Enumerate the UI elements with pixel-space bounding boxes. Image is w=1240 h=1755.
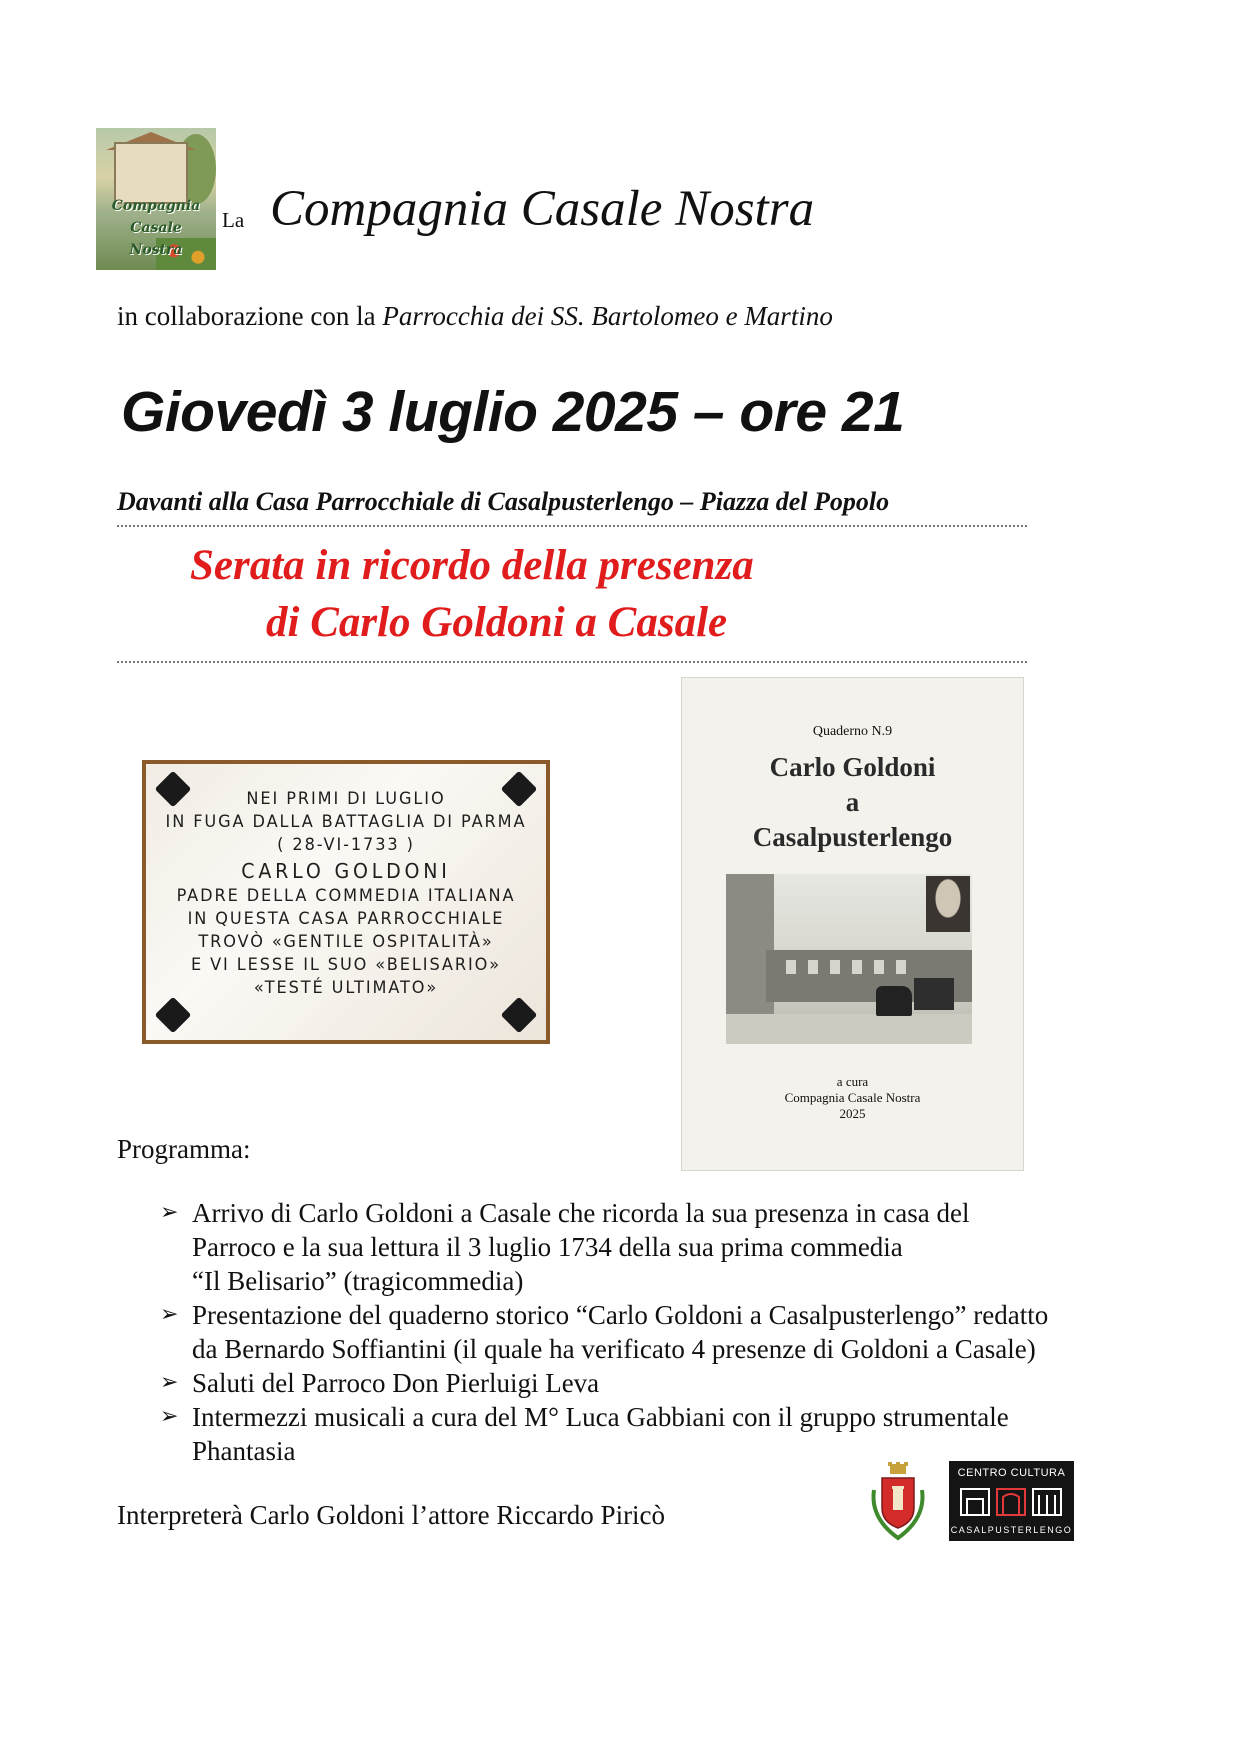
centro-cultura-mark-icon	[959, 1485, 1064, 1519]
plaque-line: IN QUESTA CASA PARROCCHIALE	[187, 909, 505, 929]
book-title-line: a	[845, 787, 860, 817]
event-subtitle-line2: di Carlo Goldoni a Casale	[266, 599, 728, 646]
cc-logo-bottom-text: CASALPUSTERLENGO	[950, 1525, 1073, 1535]
interpreter-line: Interpreterà Carlo Goldoni l’attore Riccardo Piricò	[117, 1500, 666, 1530]
program-list	[160, 1196, 1140, 1468]
program-item-line: Saluti del Parroco Don Pierluigi Leva	[192, 1368, 600, 1398]
collab-prefix: in collaborazione con la	[117, 301, 383, 331]
collaboration-line	[117, 301, 833, 332]
plaque-inscription	[146, 788, 546, 1000]
horse-carriage	[876, 986, 912, 1016]
cc-logo-top-text: CENTRO CULTURA	[957, 1467, 1066, 1479]
divider-bottom	[117, 661, 1027, 663]
program-item-line: Phantasia	[192, 1436, 296, 1466]
program-item-line: “Il Belisario” (tragicommedia)	[192, 1266, 524, 1296]
program-item-line: Arrivo di Carlo Goldoni a Casale che ricorda la sua presenza in casa del	[192, 1198, 970, 1228]
divider-top	[117, 525, 1027, 527]
program-item-line: Intermezzi musicali a cura del M° Luca Gabbiani con il gruppo strumentale	[192, 1402, 1009, 1432]
program-item	[160, 1366, 1140, 1400]
book-series: Quaderno N.9	[812, 724, 893, 739]
book-credit-line: 2025	[839, 1106, 866, 1121]
program-item-line: Presentazione del quaderno storico “Carlo Goldoni a Casalpusterlengo” redatto	[192, 1300, 1049, 1330]
program-item	[160, 1400, 1140, 1468]
arrow-bullet-icon: ➢	[160, 1370, 179, 1395]
plaque-line: CARLO GOLDONI	[241, 859, 451, 883]
compagnia-logo	[96, 128, 216, 270]
book-title-line: Casalpusterlengo	[752, 822, 953, 852]
plaque-line: NEI PRIMI DI LUGLIO	[246, 789, 446, 809]
commemorative-plaque-photo	[142, 760, 550, 1044]
event-venue: Davanti alla Casa Parrocchiale di Casalpusterlengo – Piazza del Popolo	[117, 487, 890, 516]
book-cover-photo	[726, 874, 972, 1044]
event-date: Giovedì 3 luglio 2025 – ore 21	[121, 380, 905, 444]
plaque-line: PADRE DELLA COMMEDIA ITALIANA	[176, 886, 516, 906]
logo-text-2: Casale	[130, 220, 182, 236]
goldoni-portrait	[926, 876, 970, 932]
arrow-bullet-icon: ➢	[160, 1404, 179, 1429]
plaque-line: E VI LESSE IL SUO «BELISARIO»	[190, 955, 502, 975]
program-item-line: da Bernardo Soffiantini (il quale ha verificato 4 presenze di Goldoni a Casale)	[192, 1334, 1036, 1364]
arrow-bullet-icon: ➢	[160, 1302, 179, 1327]
page-title: Compagnia Casale Nostra	[270, 181, 815, 237]
plaque-line: ( 28-VI-1733 )	[277, 835, 415, 855]
plaque-line: IN FUGA DALLA BATTAGLIA DI PARMA	[165, 812, 527, 832]
municipal-crest-icon	[868, 1460, 928, 1542]
plaque-bolt-icon	[501, 997, 538, 1034]
book-credit-line: a cura	[836, 1074, 869, 1089]
program-heading: Programma:	[117, 1134, 251, 1164]
title-article: La	[222, 208, 245, 232]
plaque-line: «TESTÉ ULTIMATO»	[253, 978, 439, 998]
book-credits	[682, 1074, 1023, 1122]
book-cover	[681, 677, 1024, 1171]
book-credit-line: Compagnia Casale Nostra	[784, 1090, 921, 1105]
logo-text-3: Nostra	[129, 242, 183, 258]
centro-cultura-logo	[949, 1461, 1074, 1541]
event-subtitle-line1: Serata in ricordo della presenza	[190, 542, 754, 589]
program-item	[160, 1196, 1140, 1298]
plaque-line: TROVÒ «GENTILE OSPITALITÀ»	[198, 932, 494, 952]
book-title-line: Carlo Goldoni	[769, 752, 936, 782]
arrow-bullet-icon: ➢	[160, 1200, 179, 1225]
logo-text-1: Compagnia	[111, 198, 201, 214]
plaque-bolt-icon	[155, 997, 192, 1034]
book-title	[682, 750, 1023, 855]
program-item	[160, 1298, 1140, 1366]
parish-name: Parrocchia dei SS. Bartolomeo e Martino	[382, 301, 833, 331]
program-item-line: Parroco e la sua lettura il 3 luglio 1734 della sua prima commedia	[192, 1232, 903, 1262]
